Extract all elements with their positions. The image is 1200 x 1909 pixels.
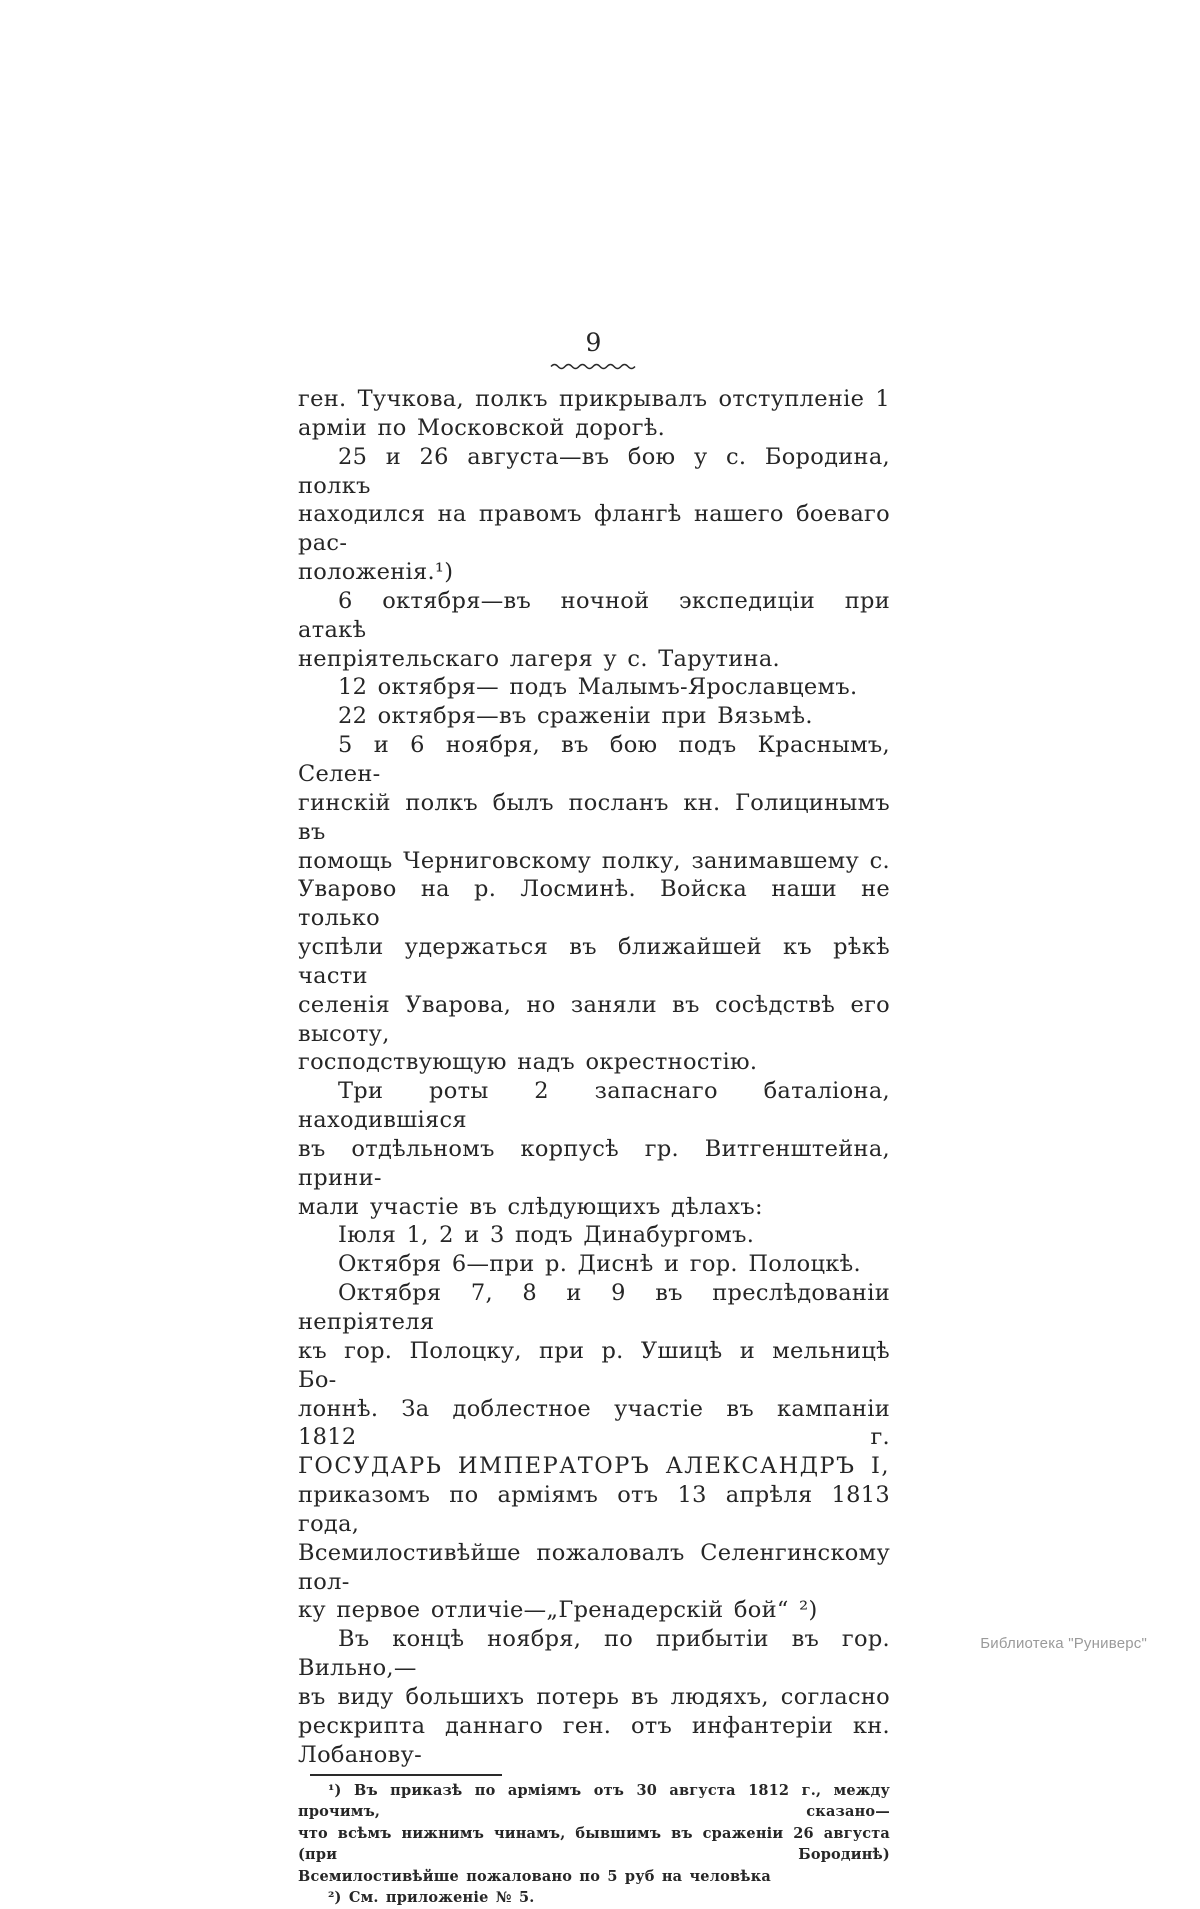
squiggle-underline-icon [550, 361, 638, 370]
text-line: ГОСУДАРЬ ИМПЕРАТОРЪ АЛЕКСАНДРЪ I, [298, 1452, 890, 1481]
page-header [298, 330, 890, 370]
text-line: Три роты 2 запаснаго баталіона, находившіяся [298, 1077, 890, 1135]
library-watermark: Библиотека "Руниверс" [980, 1635, 1147, 1652]
text-line: Уварово на р. Лосминѣ. Войска наши не только [298, 875, 890, 933]
text-line: 6 октября—въ ночной экспедиціи при атакѣ [298, 587, 890, 645]
text-line: въ отдѣльномъ корпусѣ гр. Витгенштейна, прини- [298, 1135, 890, 1193]
text-line: въ виду большихъ потерь въ людяхъ, согласно [298, 1683, 890, 1712]
text-line: находился на правомъ флангѣ нашего боеваго рас- [298, 500, 890, 558]
footnote-line: что всѣмъ нижнимъ чинамъ, бывшимъ въ сраженіи 26 августа (при Бородинѣ) [298, 1823, 890, 1866]
text-line: 12 октября— подъ Малымъ-Ярославцемъ. [298, 673, 890, 702]
text-line: рескрипта даннаго ген. отъ инфантеріи кн. Лобанову- [298, 1712, 890, 1770]
text-line: селенія Уварова, но заняли въ сосѣдствѣ его высоту, [298, 991, 890, 1049]
text-line: лоннѣ. За доблестное участіе въ кампаніи 1812 г. [298, 1395, 890, 1453]
text-line: Іюля 1, 2 и 3 подъ Динабургомъ. [298, 1221, 890, 1250]
footnote-block [298, 1774, 890, 1909]
footnote-line: ²) См. приложеніе № 5. [298, 1887, 890, 1909]
text-line: Октября 7, 8 и 9 въ преслѣдованіи непріятеля [298, 1279, 890, 1337]
text-line: положенія.¹) [298, 558, 890, 587]
text-line: успѣли удержаться въ ближайшей къ рѣкѣ части [298, 933, 890, 991]
text-line: гинскій полкъ былъ посланъ кн. Голицинымъ въ [298, 789, 890, 847]
text-line: помощь Черниговскому полку, занимавшему с. [298, 847, 890, 876]
text-line: арміи по Московской дорогѣ. [298, 414, 890, 443]
text-line: 25 и 26 августа—въ бою у с. Бородина, полкъ [298, 443, 890, 501]
text-line: ку первое отличіе—„Гренадерскій бой“ ²) [298, 1596, 890, 1625]
footnote-lines [298, 1780, 890, 1909]
footnote-line: Всемилостивѣйше пожаловано по 5 руб на человѣка [298, 1866, 890, 1888]
text-line: господствующую надъ окрестностію. [298, 1048, 890, 1077]
footnote-separator [310, 1774, 502, 1776]
text-line: 5 и 6 ноября, въ бою подъ Краснымъ, Селен- [298, 731, 890, 789]
text-line: къ гор. Полоцку, при р. Ушицѣ и мельницѣ Бо- [298, 1337, 890, 1395]
text-line: Всемилостивѣйше пожаловалъ Селенгинскому пол- [298, 1539, 890, 1597]
text-line: Въ концѣ ноября, по прибытіи въ гор. Вильно,— [298, 1625, 890, 1683]
text-line: приказомъ по арміямъ отъ 13 апрѣля 1813 года, [298, 1481, 890, 1539]
page-number: 9 [298, 330, 890, 356]
footnote-line: ¹) Въ приказѣ по арміямъ отъ 30 августа 1812 г., между прочимъ, сказано— [298, 1780, 890, 1823]
body-text [298, 385, 890, 1770]
text-line: 22 октября—въ сраженіи при Вязьмѣ. [298, 702, 890, 731]
text-line: Октября 6—при р. Диснѣ и гор. Полоцкѣ. [298, 1250, 890, 1279]
text-line: мали участіе въ слѣдующихъ дѣлахъ: [298, 1193, 890, 1222]
text-column [298, 330, 890, 1909]
text-line: ген. Тучкова, полкъ прикрывалъ отступленіе 1 [298, 385, 890, 414]
text-line: непріятельскаго лагеря у с. Тарутина. [298, 645, 890, 674]
